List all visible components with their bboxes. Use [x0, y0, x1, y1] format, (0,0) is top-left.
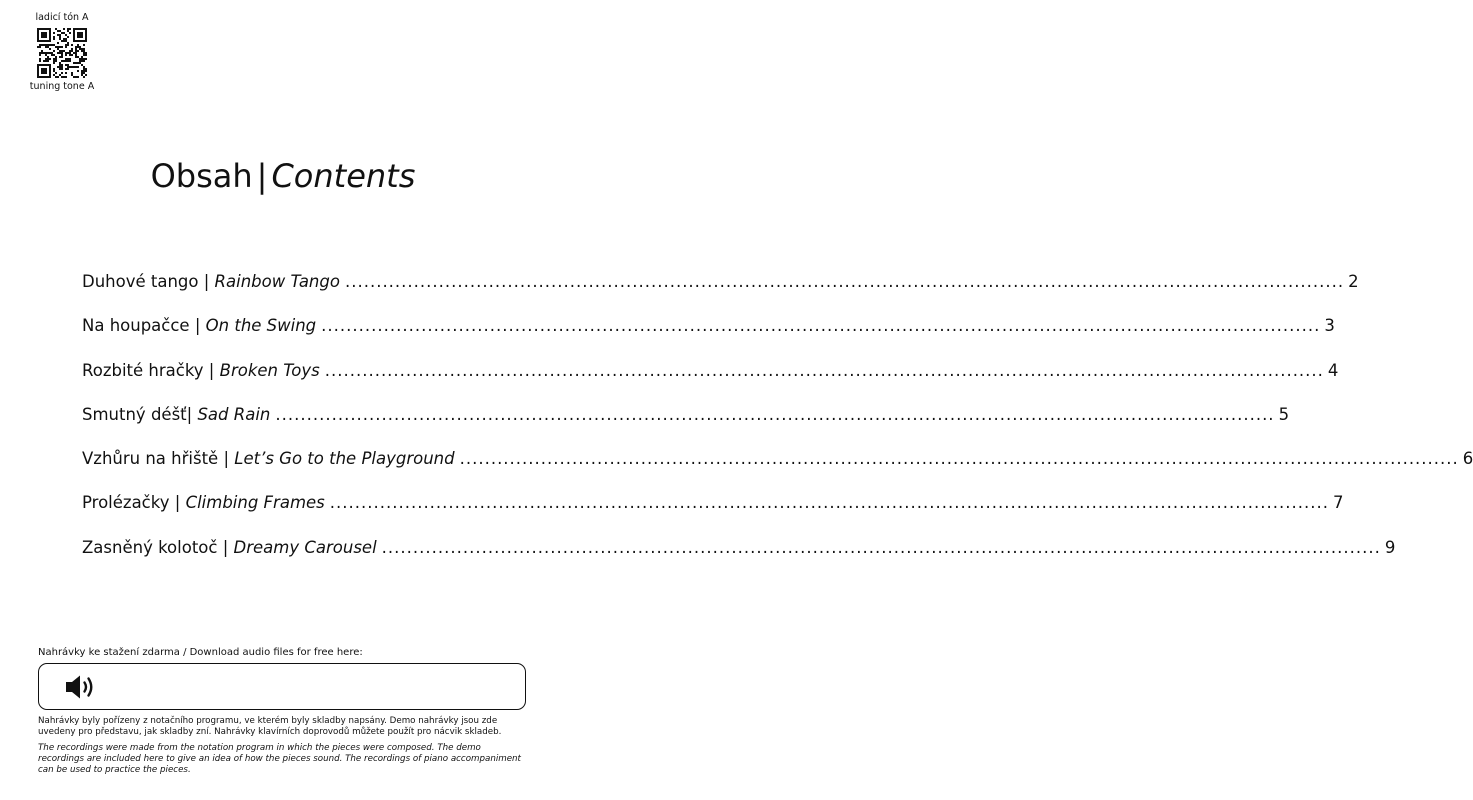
toc-page-number: 6: [1462, 449, 1473, 469]
toc-title-cs: Smutný déšť: [82, 404, 187, 424]
speaker-icon[interactable]: [64, 674, 96, 700]
toc-page-number: 3: [1324, 316, 1335, 336]
title-en: Contents: [271, 157, 416, 195]
toc-title-en: Climbing Frames: [185, 493, 325, 513]
table-of-contents: [82, 268, 1473, 578]
toc-leader-dots: ................................................................................................................................................................: [344, 272, 1345, 291]
toc-page-number: 5: [1278, 404, 1290, 424]
recording-note-cs: Nahrávky byly pořízeny z notačního programu, ve kterém byly skladby napsány. Demo nahrávky jsou zde uvedeny pro představu, jak skladby zní. Nahrávky klavírních doprovodů můžete použít pro nácvik skladeb.: [38, 716, 502, 737]
toc-title-cs: Vzhůru na hřiště: [82, 449, 219, 469]
toc-entry[interactable]: [82, 534, 1396, 578]
title-cs: Obsah: [150, 157, 253, 195]
toc-entry-title: Duhové tango | Rainbow Tango: [82, 272, 340, 291]
toc-entry-title: Prolézačky | Climbing Frames: [82, 493, 325, 513]
toc-title-en: Broken Toys: [219, 360, 320, 380]
toc-leader-dots: ................................................................................................................................................................: [329, 493, 1329, 513]
toc-entry[interactable]: [82, 312, 1335, 356]
toc-entry[interactable]: [82, 268, 1359, 312]
toc-title-en: On the Swing: [205, 316, 317, 336]
toc-entry[interactable]: [82, 445, 1473, 489]
page-title: [0, 155, 566, 197]
toc-page-number: 7: [1332, 493, 1344, 513]
qr-code-icon[interactable]: [37, 28, 87, 78]
qr-label-cs: ladicí tón A: [35, 12, 89, 23]
toc-entry-title: Rozbité hračky | Broken Toys: [82, 360, 320, 380]
toc-entry-title: Smutný déšť| Sad Rain: [82, 404, 271, 424]
toc-entry[interactable]: [82, 401, 1290, 445]
toc-title-cs: Duhové tango: [82, 272, 199, 291]
toc-title-cs: Prolézačky: [82, 493, 170, 513]
toc-entry[interactable]: [82, 357, 1339, 401]
toc-title-cs: Zasněný kolotoč: [82, 537, 218, 557]
toc-page-number: 4: [1327, 360, 1339, 380]
toc-leader-dots: ................................................................................................................................................................: [321, 316, 1321, 336]
toc-leader-dots: ................................................................................................................................................................: [275, 404, 1275, 424]
download-label: Nahrávky ke stažení zdarma / Download audio files for free here:: [38, 647, 363, 658]
toc-title-en: Let’s Go to the Playground: [234, 449, 455, 469]
toc-entry-title: Vzhůru na hřiště | Let’s Go to the Playground: [82, 449, 455, 469]
toc-title-cs: Rozbité hračky: [82, 360, 204, 380]
title-separator: |: [256, 157, 268, 195]
toc-leader-dots: ................................................................................................................................................................: [324, 360, 1324, 380]
toc-page-number: 9: [1384, 537, 1396, 557]
qr-label-en: tuning tone A: [29, 81, 95, 92]
toc-leader-dots: ................................................................................................................................................................: [381, 537, 1381, 557]
toc-entry-title: Zasněný kolotoč | Dreamy Carousel: [82, 537, 377, 557]
tuning-tone-qr[interactable]: [28, 12, 96, 93]
toc-title-en: Rainbow Tango: [214, 272, 340, 291]
toc-leader-dots: ................................................................................................................................................................: [459, 449, 1459, 469]
recording-note-en: The recordings were made from the notation program in which the pieces were composed. The demo recordings are included here to give an idea of how the pieces sound. The recordings of piano accompaniment can be used to practice the pieces.: [38, 743, 521, 775]
toc-title-en: Sad Rain: [197, 404, 271, 424]
toc-title-en: Dreamy Carousel: [233, 537, 377, 557]
toc-entry[interactable]: [82, 489, 1344, 533]
audio-player[interactable]: [38, 663, 526, 710]
toc-title-cs: Na houpačce: [82, 316, 190, 336]
toc-entry-title: Na houpačce | On the Swing: [82, 316, 317, 336]
toc-page-number: 2: [1348, 272, 1359, 291]
